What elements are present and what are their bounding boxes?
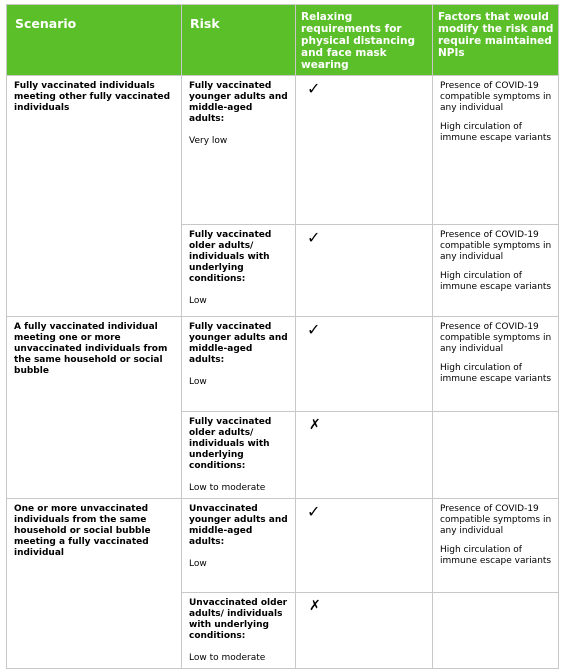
risk-level: Low (189, 559, 207, 569)
relaxing-cell (296, 593, 433, 669)
factor-item: Presence of COVID-19 compatible symptoms in any individual (440, 81, 552, 113)
risk-level: Low (189, 296, 207, 306)
risk-cell (182, 317, 296, 412)
header-scenario: Scenario (7, 5, 182, 76)
risk-cell (182, 225, 296, 317)
factor-item: High circulation of immune escape variants (440, 271, 552, 292)
risk-level: Very low (189, 136, 228, 146)
factor-item: High circulation of immune escape variants (440, 363, 552, 384)
risk-group: Unvaccinated younger adults and middle-aged adults: (189, 504, 288, 547)
relaxing-cell (296, 76, 433, 225)
cross-mark-icon: ✗ (309, 598, 321, 614)
risk-cell (182, 76, 296, 225)
factor-item: Presence of COVID-19 compatible symptoms in any individual (440, 230, 552, 262)
table-header-row (7, 5, 559, 76)
scenario-cell: Fully vaccinated individuals meeting other fully vaccinated individuals (7, 76, 182, 317)
table-row (7, 499, 559, 593)
header-risk: Risk (182, 5, 296, 76)
factors-cell (433, 593, 559, 669)
factors-cell (433, 317, 559, 412)
risk-group: Fully vaccinated older adults/ individuals with underlying conditions: (189, 230, 272, 284)
check-mark-icon: ✓ (307, 79, 321, 98)
scenario-cell: A fully vaccinated individual meeting one or more unvaccinated individuals from the same household or social bubble (7, 317, 182, 499)
risk-table (6, 4, 559, 669)
cross-mark-icon: ✗ (309, 417, 321, 433)
factors-cell (433, 225, 559, 317)
relaxing-cell (296, 412, 433, 499)
factors-cell (433, 76, 559, 225)
scenario-cell: One or more unvaccinated individuals from the same household or social bubble meeting a fully vaccinated individual (7, 499, 182, 669)
risk-group: Fully vaccinated younger adults and middle-aged adults: (189, 81, 288, 124)
risk-cell (182, 593, 296, 669)
table-row (7, 76, 559, 225)
risk-cell (182, 412, 296, 499)
header-factors: Factors that would modify the risk and require maintained NPIs (433, 5, 559, 76)
table-row (7, 317, 559, 412)
risk-group: Fully vaccinated younger adults and middle-aged adults: (189, 322, 288, 365)
factors-cell (433, 412, 559, 499)
relaxing-cell (296, 317, 433, 412)
check-mark-icon: ✓ (307, 502, 321, 521)
relaxing-cell (296, 225, 433, 317)
factor-item: Presence of COVID-19 compatible symptoms in any individual (440, 322, 552, 354)
risk-level: Low (189, 377, 207, 387)
risk-group: Unvaccinated older adults/ individuals with underlying conditions: (189, 598, 288, 641)
factor-item: Presence of COVID-19 compatible symptoms in any individual (440, 504, 552, 536)
risk-level: Low to moderate (189, 483, 266, 493)
relaxing-cell (296, 499, 433, 593)
factor-item: High circulation of immune escape variants (440, 122, 552, 143)
factor-item: High circulation of immune escape variants (440, 545, 552, 566)
check-mark-icon: ✓ (307, 320, 321, 339)
factors-cell (433, 499, 559, 593)
risk-cell (182, 499, 296, 593)
header-relaxing-requirements: Relaxing requirements for physical distancing and face mask wearing (296, 5, 433, 76)
risk-group: Fully vaccinated older adults/ individuals with underlying conditions: (189, 417, 272, 471)
risk-level: Low to moderate (189, 653, 266, 663)
check-mark-icon: ✓ (307, 228, 321, 247)
